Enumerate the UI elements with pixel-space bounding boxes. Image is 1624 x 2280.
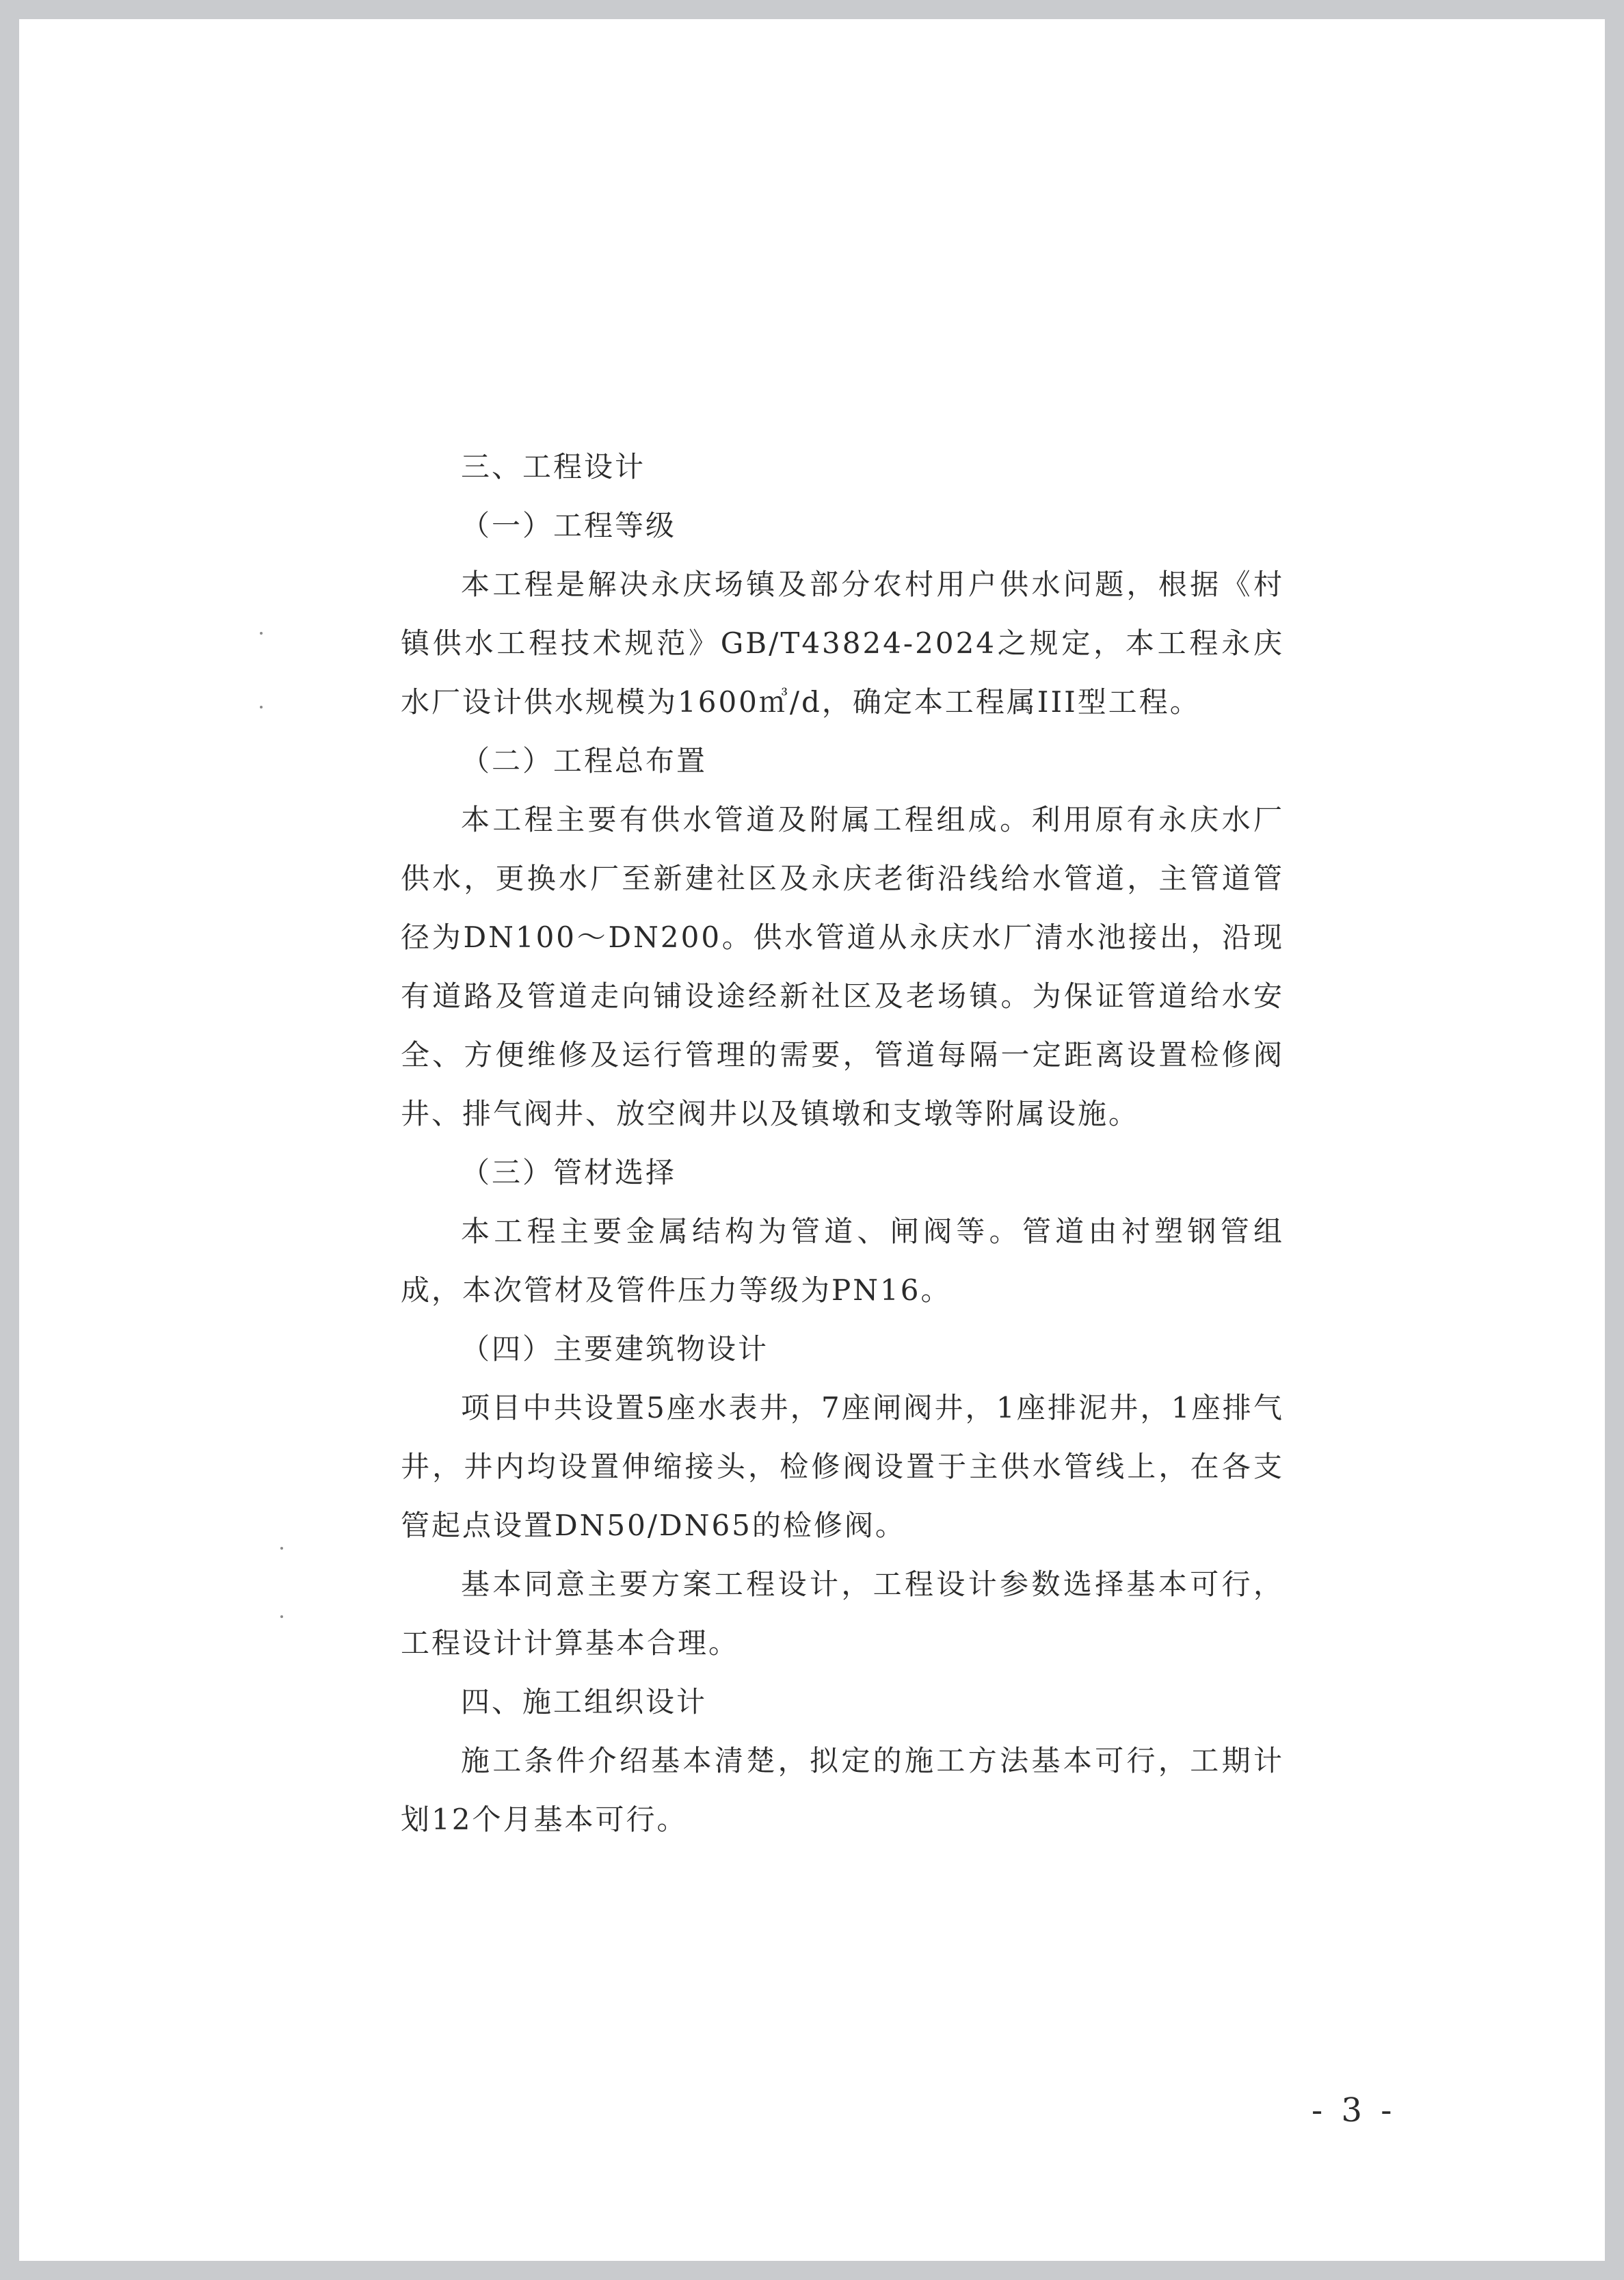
document-body — [401, 438, 1284, 1849]
scan-speck — [260, 706, 263, 708]
scan-speck — [280, 1615, 283, 1618]
page-number: - 3 - — [1312, 2091, 1396, 2130]
subsection-4-conclusion: 基本同意主要方案工程设计，工程设计参数选择基本可行，工程设计计算基本合理。 — [401, 1567, 1284, 1660]
section-4-body: 施工条件介绍基本清楚，拟定的施工方法基本可行，工期计划12个月基本可行。 — [401, 1744, 1284, 1836]
subsection-1-title: （一）工程等级 — [461, 509, 677, 542]
section-4-title: 四、施工组织设计 — [461, 1685, 708, 1719]
subsection-2-body: 本工程主要有供水管道及附属工程组成。利用原有永庆水厂供水，更换水厂至新建社区及永庆老街沿线给水管道，主管道管径为DN100～DN200。供水管道从永庆水厂清水池接出，沿现有道路及管道走向铺设途经新社区及老场镇。为保证管道给水安全、方便维修及运行管理的需要，管道每隔一定距离设置检修阀井、排气阀井、放空阀井以及镇墩和支墩等附属设施。 — [401, 803, 1284, 1130]
subsection-3-body: 本工程主要金属结构为管道、闸阀等。管道由衬塑钢管组成，本次管材及管件压力等级为PN16。 — [401, 1215, 1284, 1307]
subsection-4-title: （四）主要建筑物设计 — [461, 1332, 769, 1366]
subsection-4-body: 项目中共设置5座水表井，7座闸阀井，1座排泥井，1座排气井，井内均设置伸缩接头，检修阀设置于主供水管线上，在各支管起点设置DN50/DN65的检修阀。 — [401, 1391, 1284, 1542]
section-3-title: 三、工程设计 — [461, 450, 646, 483]
subsection-2-title: （二）工程总布置 — [461, 744, 708, 778]
scan-speck — [280, 1547, 283, 1550]
subsection-1-body: 本工程是解决永庆场镇及部分农村用户供水问题，根据《村镇供水工程技术规范》GB/T43824-2024之规定，本工程永庆水厂设计供水规模为1600㎥/d，确定本工程属III型工程。 — [401, 568, 1284, 719]
document-page — [19, 19, 1605, 2261]
subsection-3-title: （三）管材选择 — [461, 1156, 677, 1189]
scan-speck — [260, 632, 263, 635]
